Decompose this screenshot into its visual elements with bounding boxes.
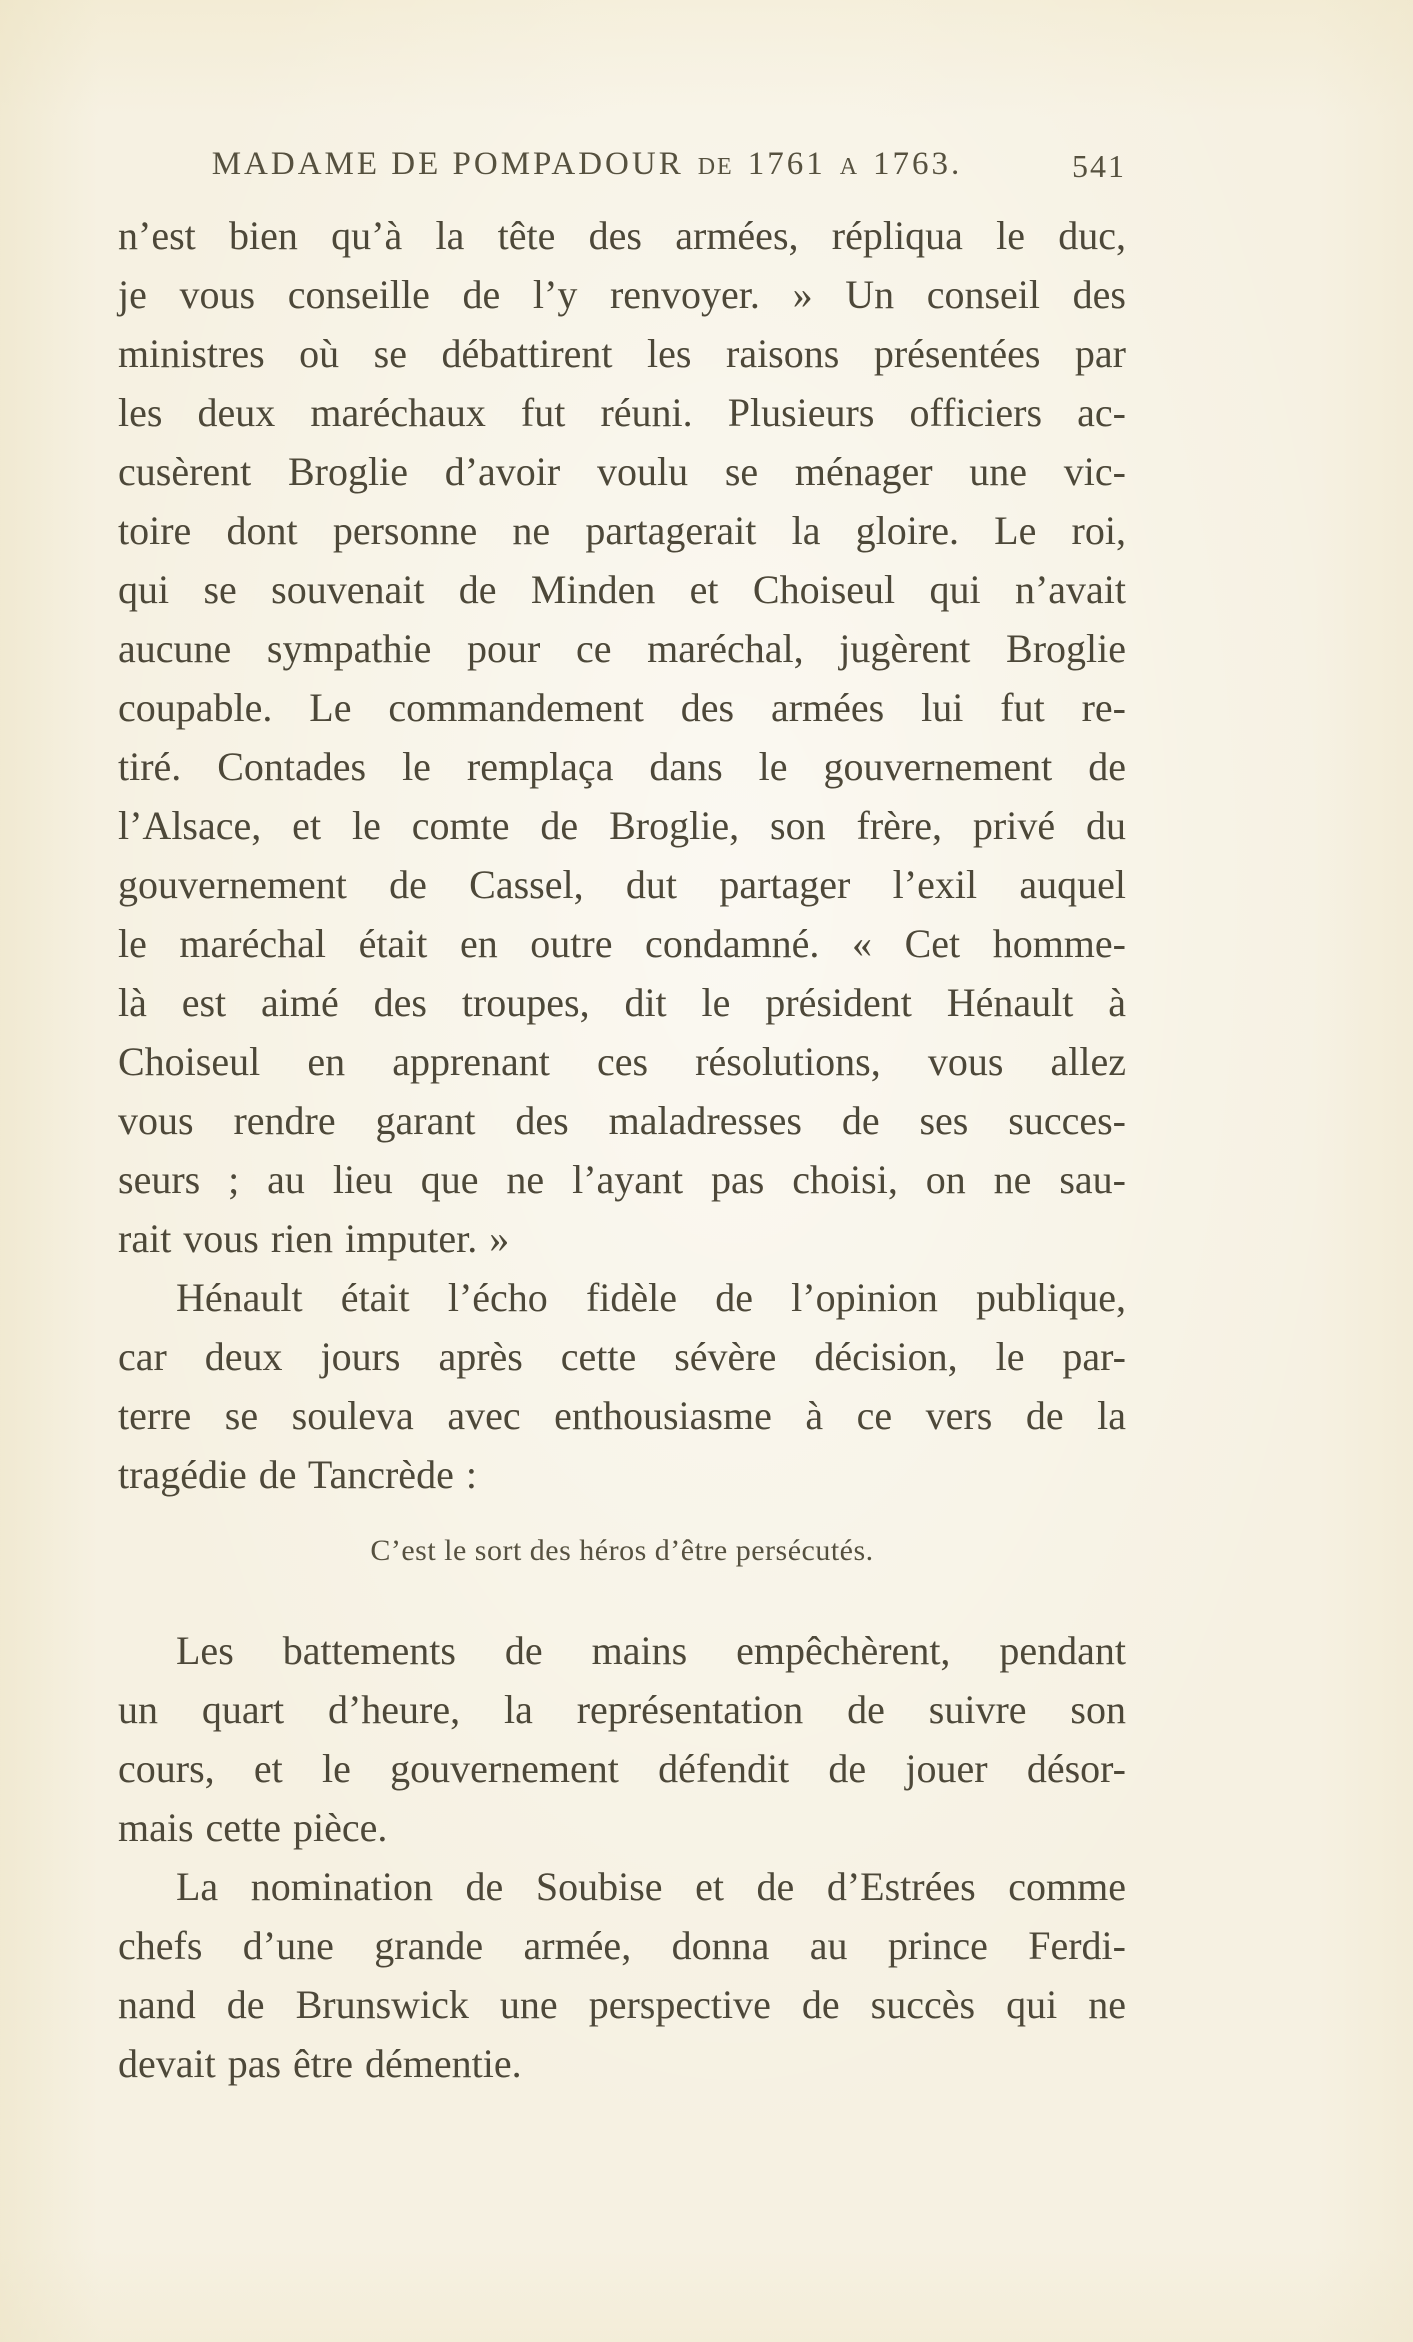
- text-line: coupable. Le commandement des armées lui fut re-: [118, 685, 1126, 730]
- text-line: Les battements de mains empêchèrent, pendant: [176, 1628, 1126, 1673]
- running-title-text: MADAME DE POMPADOUR: [211, 146, 684, 182]
- verse-line: C’est le sort des héros d’être persécutés.: [370, 1534, 874, 1567]
- text-line: Choiseul en apprenant ces résolutions, vous allez: [118, 1039, 1126, 1084]
- running-title-year2: 1763.: [873, 146, 963, 182]
- text-line: les deux maréchaux fut réuni. Plusieurs officiers ac-: [118, 390, 1126, 435]
- text-line: le maréchal était en outre condamné. « Cet homme-: [118, 921, 1126, 966]
- text-line: toire dont personne ne partagerait la gloire. Le roi,: [118, 508, 1126, 553]
- text-line: terre se souleva avec enthousiasme à ce vers de la: [118, 1393, 1126, 1438]
- paragraph: [118, 1857, 1126, 2093]
- text-line: chefs d’une grande armée, donna au prince Ferdi-: [118, 1923, 1126, 1968]
- paragraph: [118, 206, 1126, 1268]
- text-line: cusèrent Broglie d’avoir voulu se ménager une vic-: [118, 449, 1126, 494]
- text-line: un quart d’heure, la représentation de suivre son: [118, 1687, 1126, 1732]
- text-line: l’Alsace, et le comte de Broglie, son frère, privé du: [118, 803, 1126, 848]
- body-text: [118, 206, 1126, 2093]
- text-line: seurs ; au lieu que ne l’ayant pas choisi, on ne sau-: [118, 1157, 1126, 1202]
- text-line: tiré. Contades le remplaça dans le gouvernement de: [118, 744, 1126, 789]
- text-line: car deux jours après cette sévère décision, le par-: [118, 1334, 1126, 1379]
- running-title-de: DE: [697, 154, 734, 180]
- running-title: [118, 146, 1056, 183]
- text-line: nand de Brunswick une perspective de succès qui ne: [118, 1982, 1126, 2027]
- text-line: La nomination de Soubise et de d’Estrées comme: [176, 1864, 1126, 1909]
- text-line: n’est bien qu’à la tête des armées, répliqua le duc,: [118, 213, 1126, 258]
- text-line: devait pas être démentie.: [118, 2041, 522, 2086]
- text-line: gouvernement de Cassel, dut partager l’exil auquel: [118, 862, 1126, 907]
- text-line: Hénault était l’écho fidèle de l’opinion publique,: [176, 1275, 1126, 1320]
- running-title-a: A: [839, 154, 860, 180]
- text-line: rait vous rien imputer. »: [118, 1216, 510, 1261]
- running-title-year1: 1761: [747, 146, 826, 182]
- paragraph: [118, 1621, 1126, 1857]
- text-line: qui se souvenait de Minden et Choiseul qui n’avait: [118, 567, 1126, 612]
- text-line: là est aimé des troupes, dit le président Hénault à: [118, 980, 1126, 1025]
- page-header: [118, 146, 1126, 190]
- text-line: vous rendre garant des maladresses de ses succes-: [118, 1098, 1126, 1143]
- text-line: aucune sympathie pour ce maréchal, jugèrent Broglie: [118, 626, 1126, 671]
- text-line: ministres où se débattirent les raisons présentées par: [118, 331, 1126, 376]
- text-line: tragédie de Tancrède :: [118, 1452, 477, 1497]
- text-line: cours, et le gouvernement défendit de jouer désor-: [118, 1746, 1126, 1791]
- page-number: 541: [1072, 148, 1126, 184]
- text-line: mais cette pièce.: [118, 1805, 388, 1850]
- text-line: je vous conseille de l’y renvoyer. » Un conseil des: [118, 272, 1126, 317]
- paragraph: [118, 1268, 1126, 1504]
